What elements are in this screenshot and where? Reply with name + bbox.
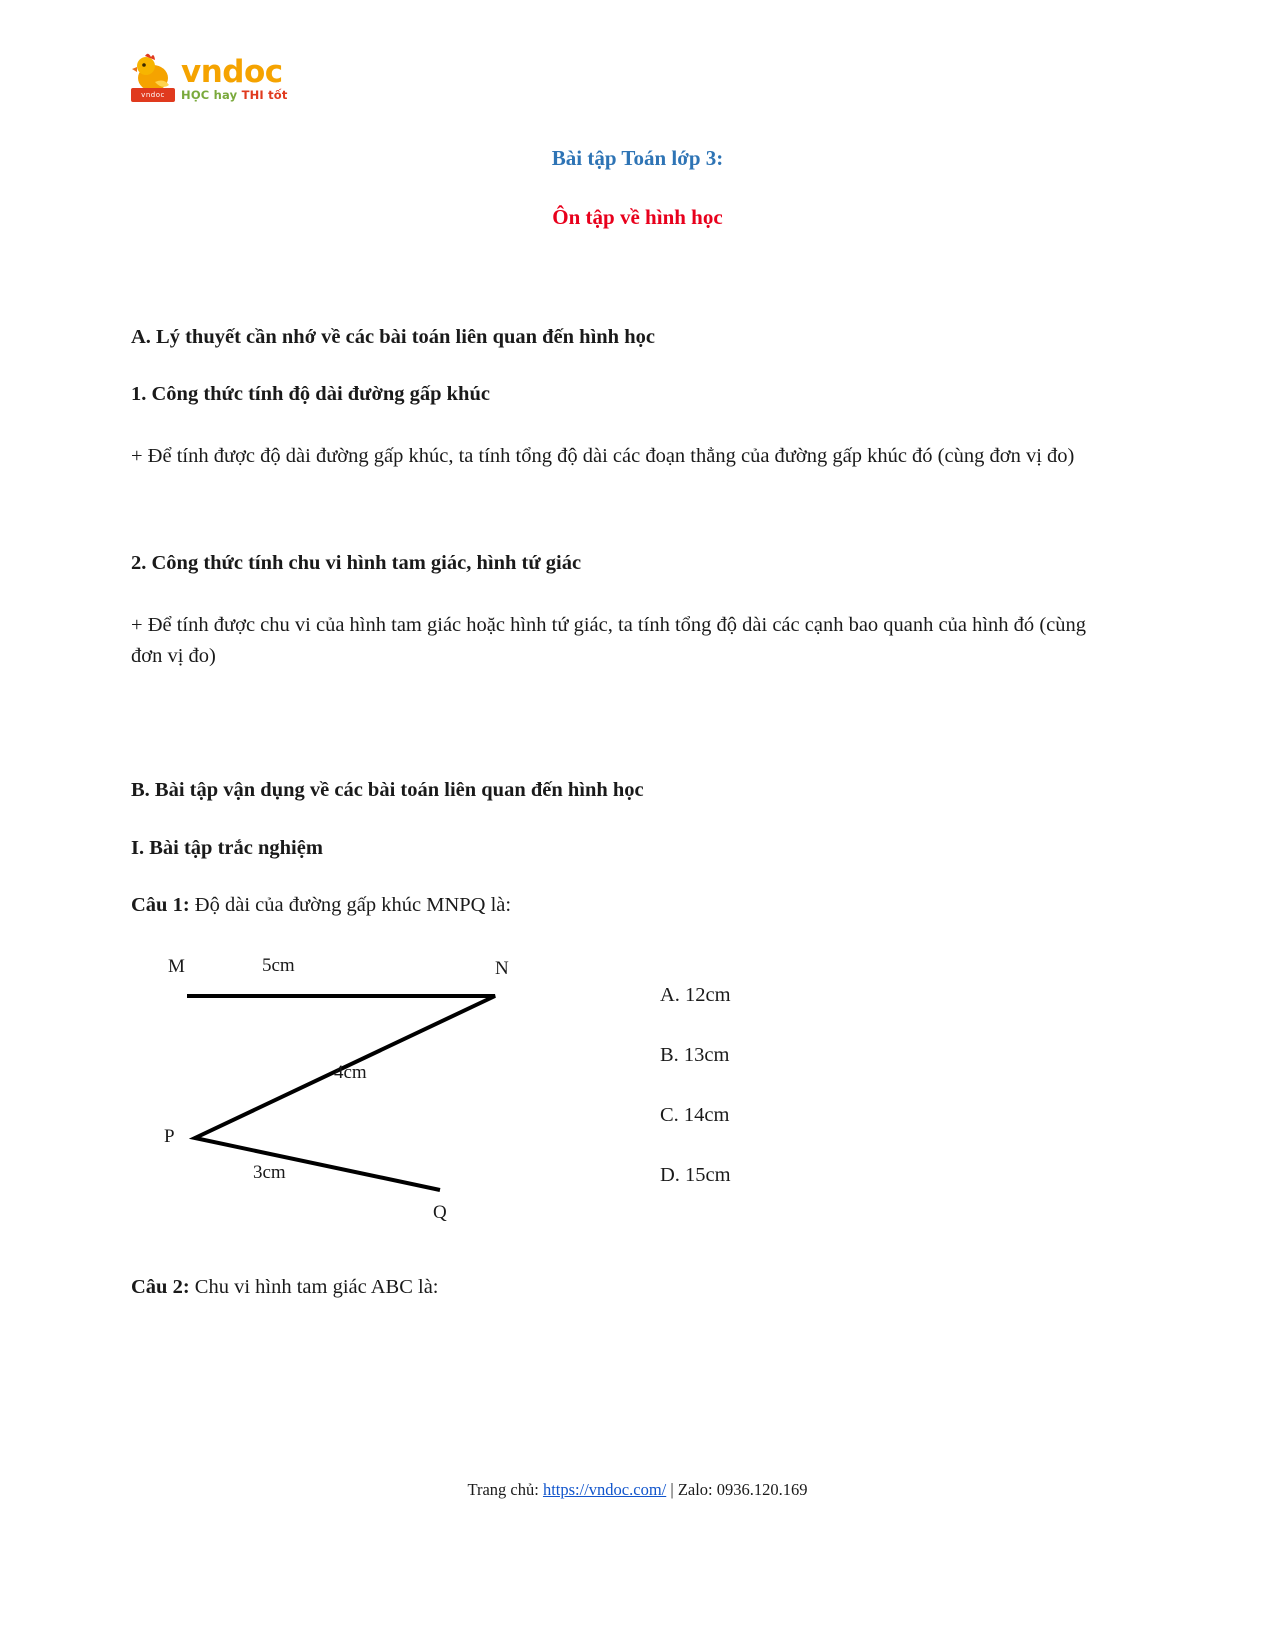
figure-point-N: N: [495, 958, 509, 979]
section-a2-heading: 2. Công thức tính chu vi hình tam giác, hình tứ giác: [131, 552, 582, 574]
figure-segment-label-np: 4cm: [334, 1062, 367, 1083]
logo-wordmark: vndoc: [181, 54, 283, 90]
figure-point-P: P: [164, 1126, 175, 1147]
footer-suffix: | Zalo: 0936.120.169: [666, 1480, 808, 1499]
section-a2-body: + Để tính được chu vi của hình tam giác hoặc hình tứ giác, ta tính tổng độ dài các cạnh bao quanh của hình đó (cùng đơn vị đo): [131, 614, 1086, 667]
question-1-choices: [660, 965, 731, 1205]
figure-point-M: M: [168, 956, 185, 977]
question-1: [131, 890, 1091, 921]
section-b-heading: B. Bài tập vận dụng về các bài toán liên quan đến hình học: [131, 779, 644, 801]
choice-b[interactable]: B. 13cm: [660, 1044, 730, 1066]
figure-segment-label-mn: 5cm: [262, 955, 295, 976]
section-a1-body: + Để tính được độ dài đường gấp khúc, ta tính tổng độ dài các đoạn thẳng của đường gấp khúc đó (cùng đơn vị đo): [131, 445, 1075, 467]
logo-slogan: [181, 88, 288, 102]
question-1-text: Độ dài của đường gấp khúc MNPQ là:: [194, 894, 512, 916]
section-a-heading: A. Lý thuyết cần nhớ về các bài toán liên quan đến hình học: [131, 326, 655, 348]
choice-a[interactable]: A. 12cm: [660, 984, 731, 1006]
footer-link[interactable]: https://vndoc.com/: [542, 1480, 667, 1499]
footer-prefix: Trang chủ:: [467, 1480, 543, 1499]
polyline-mnpq-drawing: [150, 940, 610, 1250]
figure-point-Q: Q: [433, 1202, 447, 1223]
question-1-label: Câu 1:: [131, 894, 190, 916]
logo-slogan-part2: THI tốt: [241, 88, 288, 102]
page-footer: [0, 1480, 1275, 1500]
logo-badge: vndoc: [131, 88, 175, 102]
page-title-line1: Bài tập Toán lớp 3:: [551, 146, 724, 170]
question-2-label: Câu 2:: [131, 1276, 190, 1298]
section-a1-heading: 1. Công thức tính độ dài đường gấp khúc: [131, 383, 490, 405]
figure-segment-label-pq: 3cm: [253, 1162, 286, 1183]
choice-d[interactable]: D. 15cm: [660, 1164, 731, 1186]
logo-slogan-part1: HỌC hay: [181, 88, 238, 102]
question-2-text: Chu vi hình tam giác ABC là:: [194, 1276, 439, 1298]
site-logo: [131, 52, 431, 114]
section-b1-heading: I. Bài tập trắc nghiệm: [131, 837, 323, 859]
question-1-figure: [150, 940, 610, 1250]
question-2: [131, 1272, 1091, 1303]
page-title-line2: Ôn tập về hình học: [552, 205, 723, 229]
choice-c[interactable]: C. 14cm: [660, 1104, 730, 1126]
